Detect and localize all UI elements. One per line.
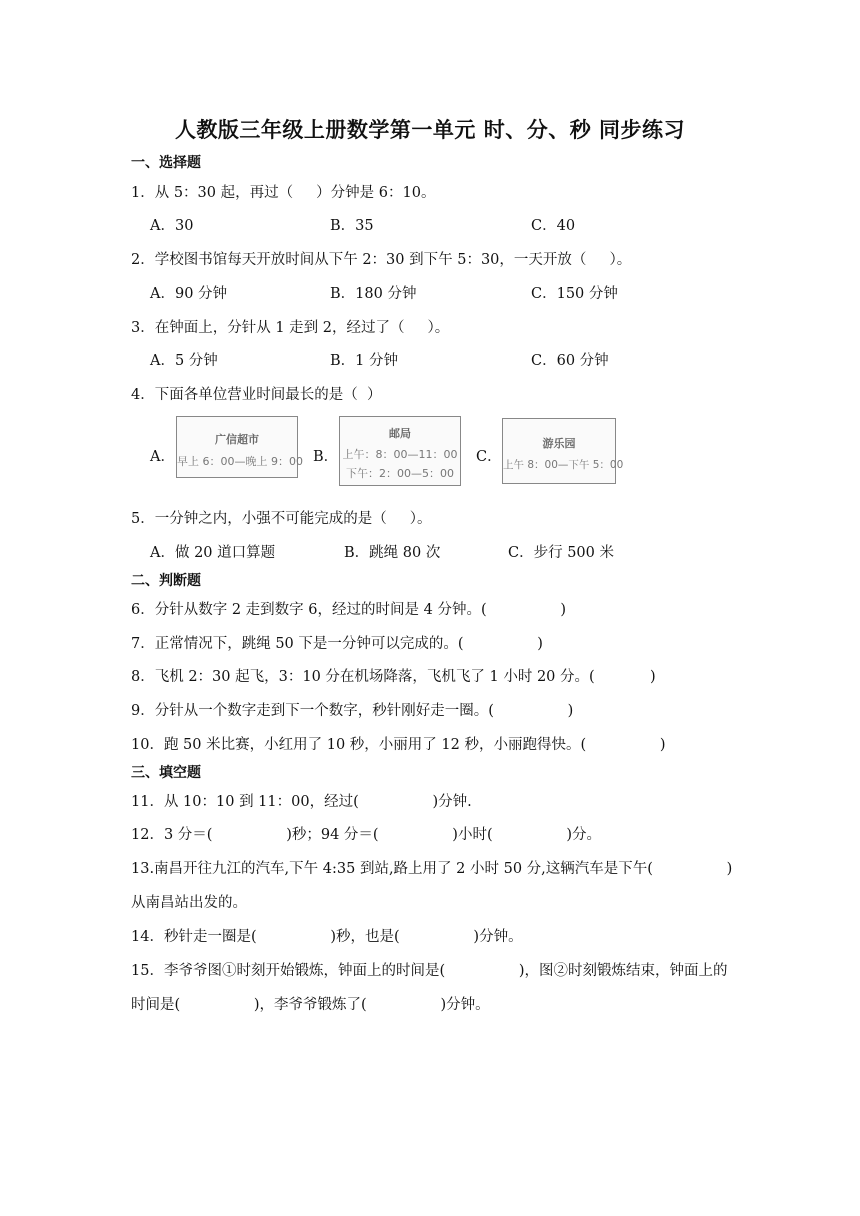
question-4-option-b: B． <box>313 449 339 465</box>
question-15-line-1: 15．李爷爷图①时刻开始锻炼，钟面上的时间是( )，图②时刻锻炼结束，钟面上的 <box>131 963 728 979</box>
question-10: 10．跑 50 米比赛，小红用了 10 秒，小丽用了 12 秒，小丽跑得快。( ) <box>131 737 666 753</box>
question-3-option-c: C．60 分钟 <box>531 353 609 369</box>
sign-supermarket-name: 广信超市 <box>215 433 259 446</box>
question-12: 12．3 分＝( )秒；94 分＝( )小时( )分。 <box>131 827 602 843</box>
question-13-line-1: 13.南昌开往九江的汽车,下午 4:35 到站,路上用了 2 小时 50 分,这辆汽车是下午( ) <box>131 861 733 877</box>
question-1-option-b: B．35 <box>330 218 374 234</box>
question-5: 5．一分钟之内，小强不可能完成的是（ ）。 <box>131 511 432 527</box>
question-9: 9．分针从一个数字走到下一个数字，秒针刚好走一圈。( ) <box>131 703 574 719</box>
question-1-option-c: C．40 <box>531 218 576 234</box>
question-13-line-2: 从南昌站出发的。 <box>131 895 247 911</box>
question-4-option-a: A． <box>150 449 175 465</box>
question-6: 6．分针从数字 2 走到数字 6，经过的时间是 4 分钟。( ) <box>131 602 567 618</box>
sign-supermarket-hours: 早上 6：00—晚上 9：00 <box>177 455 303 468</box>
section-judge-heading: 二、判断题 <box>131 573 201 589</box>
sign-amusement-park-name: 游乐园 <box>542 437 576 450</box>
question-2-option-b: B．180 分钟 <box>330 286 417 302</box>
question-14: 14．秒针走一圈是( )秒，也是( )分钟。 <box>131 929 523 945</box>
question-15-line-2: 时间是( )，李爷爷锻炼了( )分钟。 <box>131 997 490 1013</box>
sign-post-office-hours-am: 上午：8：00—11：00 <box>342 448 458 461</box>
question-11: 11．从 10：10 到 11：00，经过( )分钟. <box>131 794 472 810</box>
sign-post-office <box>339 416 461 486</box>
question-2-option-c: C．150 分钟 <box>531 286 618 302</box>
question-5-option-c: C．步行 500 米 <box>508 545 614 561</box>
question-5-option-b: B．跳绳 80 次 <box>344 545 441 561</box>
sign-amusement-park <box>502 418 624 484</box>
question-3: 3．在钟面上，分针从 1 走到 2，经过了（ ）。 <box>131 320 450 336</box>
question-2-option-a: A．90 分钟 <box>150 286 228 302</box>
sign-amusement-park-hours: 上午 8：00—下午 5：00 <box>503 459 624 471</box>
question-3-option-b: B．1 分钟 <box>330 353 398 369</box>
question-3-option-a: A．5 分钟 <box>150 353 218 369</box>
question-2: 2．学校图书馆每天开放时间从下午 2：30 到下午 5：30，一天开放（ ）。 <box>131 252 632 268</box>
sign-post-office-hours-pm: 下午：2：00—5：00 <box>346 467 454 480</box>
question-4: 4．下面各单位营业时间最长的是（ ） <box>131 387 382 403</box>
page-title: 人教版三年级上册数学第一单元 时、分、秒 同步练习 <box>174 117 686 142</box>
question-4-option-c: C． <box>476 449 502 465</box>
section-choice-heading: 一、选择题 <box>131 155 201 171</box>
question-8: 8．飞机 2：30 起飞，3：10 分在机场降落，飞机飞了 1 小时 20 分。( ) <box>131 669 656 685</box>
question-1-option-a: A．30 <box>150 218 194 234</box>
sign-post-office-name: 邮局 <box>389 427 411 440</box>
section-fill-heading: 三、填空题 <box>131 765 201 781</box>
question-5-option-a: A．做 20 道口算题 <box>150 545 276 561</box>
question-7: 7．正常情况下，跳绳 50 下是一分钟可以完成的。( ) <box>131 636 543 652</box>
sign-supermarket <box>176 416 303 478</box>
question-1: 1．从 5：30 起，再过（ ）分钟是 6：10。 <box>131 185 436 201</box>
